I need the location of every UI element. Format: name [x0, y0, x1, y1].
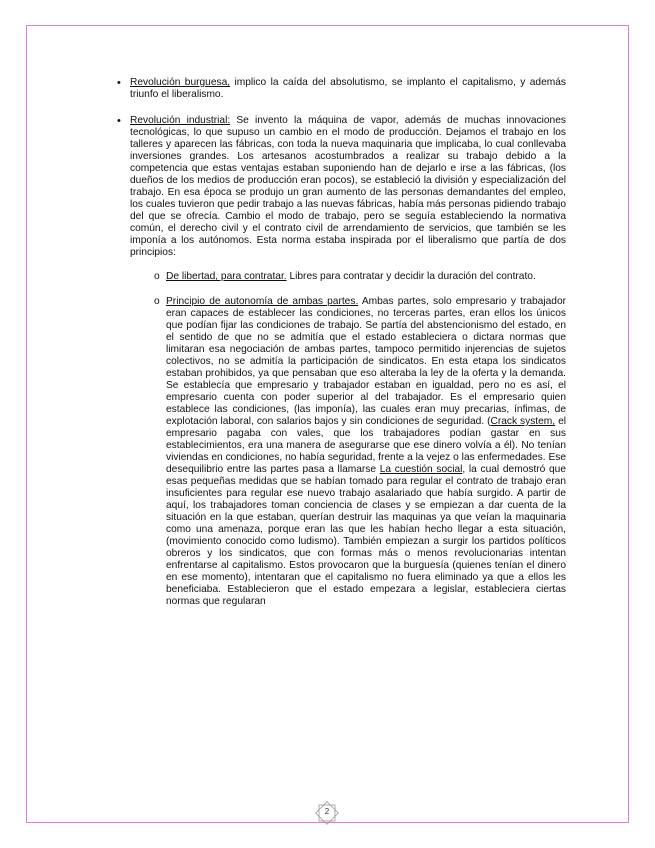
term-crack-system: Crack system, [490, 416, 556, 427]
text-autonomia-b: el empresario pagaba con vales, que los trabajadores podían gastar en sus establecimientos, era una manera de asegurarse que ese dinero volvía a él). No tenían viviendas en condiciones, no había seguridad, frente a la vejez o las enfermedades. Ese desequilibrio entre las partes pasa a llamarse [166, 416, 566, 475]
term-libertad: De libertad, para contratar. [166, 271, 287, 282]
text-autonomia-a: Ambas partes, solo empresario y trabajador eran capaces de establecer las condiciones, no terceras partes, eran ellos los únicos que podían fijar las condiciones de trabajo. Se partía del abstencionismo del estado, en el sentido de que no se admitía que el estado estableciera o dictara normas que limitaran esa negociación de ambas partes, tampoco permitido injerencias de sujetos colectivos, no se admitía la participación de sindicatos. En esta etapa los sindicatos estaban prohibidos, ya que pensaban que eso alteraba la ley de la oferta y la demanda. Se establecía que empresario y trabajador estaban en igualdad, pero no es así, el empresario cuenta con poder superior al del trabajador. Es el empresario quien establece las condiciones, (las imponía), las cuales eran muy precarias, ínfimas, de explotación laboral, con salarios bajos y sin condiciones de seguridad. ( [166, 296, 566, 427]
bullet-revolucion-industrial [114, 115, 566, 608]
text-revolucion-burguesa: implico la caída del absolutismo, se implanto el capitalismo, y además triunfo el liberalismo. [130, 77, 567, 100]
term-revolucion-industrial: Revolución industrial: [130, 115, 231, 126]
text-revolucion-industrial: Se invento la máquina de vapor, además de muchas innovaciones tecnológicas, lo que supuso un cambio en el modo de producción. Dejamos el trabajo en los talleres y aparecen las fábricas, con toda la nueva maquinaria que implicaba, lo cual conllevaba inversiones grandes. Los artesanos acostumbrados a realizar su trabajo debido a la competencia que estas ventajas estaban suponiendo han de dejarlo e irse a las fábricas, (los dueños de los medios de producción eran pocos), se estableció la división y especialización del trabajo. En esa época se produjo un gran aumento de las personas demandantes del empleo, los cuales tuvieron que pedir trabajo a las nuevas fábricas, había más personas pidiendo trabajo del que se ofrecía. Cambio el modo de trabajo, pero se seguía estableciendo la normativa común, el derecho civil y el contrato civil de arrendamiento de servicios, que también se les imponía a los autónomos. Esta norma estaba inspirada por el liberalismo que partía de dos principios: [130, 115, 566, 258]
term-autonomia: Principio de autonomía de ambas partes. [166, 296, 359, 307]
text-libertad: Libres para contratar y decidir la duración del contrato. [286, 271, 536, 282]
page-number-badge [314, 800, 340, 826]
term-cuestion-social: La cuestión social [379, 464, 463, 475]
text-autonomia-c: , la cual demostró que esas pequeñas medidas que se habían tomado para regular el contrato de trabajo eran insuficientes para regular ese nuevo trabajo asalariado que había surgido. A partir de aquí, los trabajadores toman conciencia de clases y se empiezan a dar cuenta de la situación en la que estaban, querían destruir las maquinas ya que veían la maquinaria como una amenaza, porque eran las que les habían hecho llegar a esta situación, (movimiento conocido como ludismo). También empiezan a surgir los partidos políticos obreros y los sindicatos, que con formas más o menos revolucionarias intentan enfrentarse al capitalismo. Estos provocaron que la burguesía (quienes tenían el dinero en ese momento), intentaran que el capitalismo no fuera eliminado ya que a ellos les beneficiaba. Establecieron que el estado empezara a legislar, estableciera ciertas normas que regularan [166, 464, 567, 607]
term-revolucion-burguesa: Revolución burguesa, [130, 77, 231, 88]
sub-item-autonomia [154, 296, 566, 608]
document-body [114, 77, 566, 622]
page-number-text: 2 [324, 807, 330, 816]
bullet-revolucion-burguesa [114, 77, 566, 101]
principles-list [154, 271, 566, 608]
sub-item-libertad [154, 271, 566, 283]
